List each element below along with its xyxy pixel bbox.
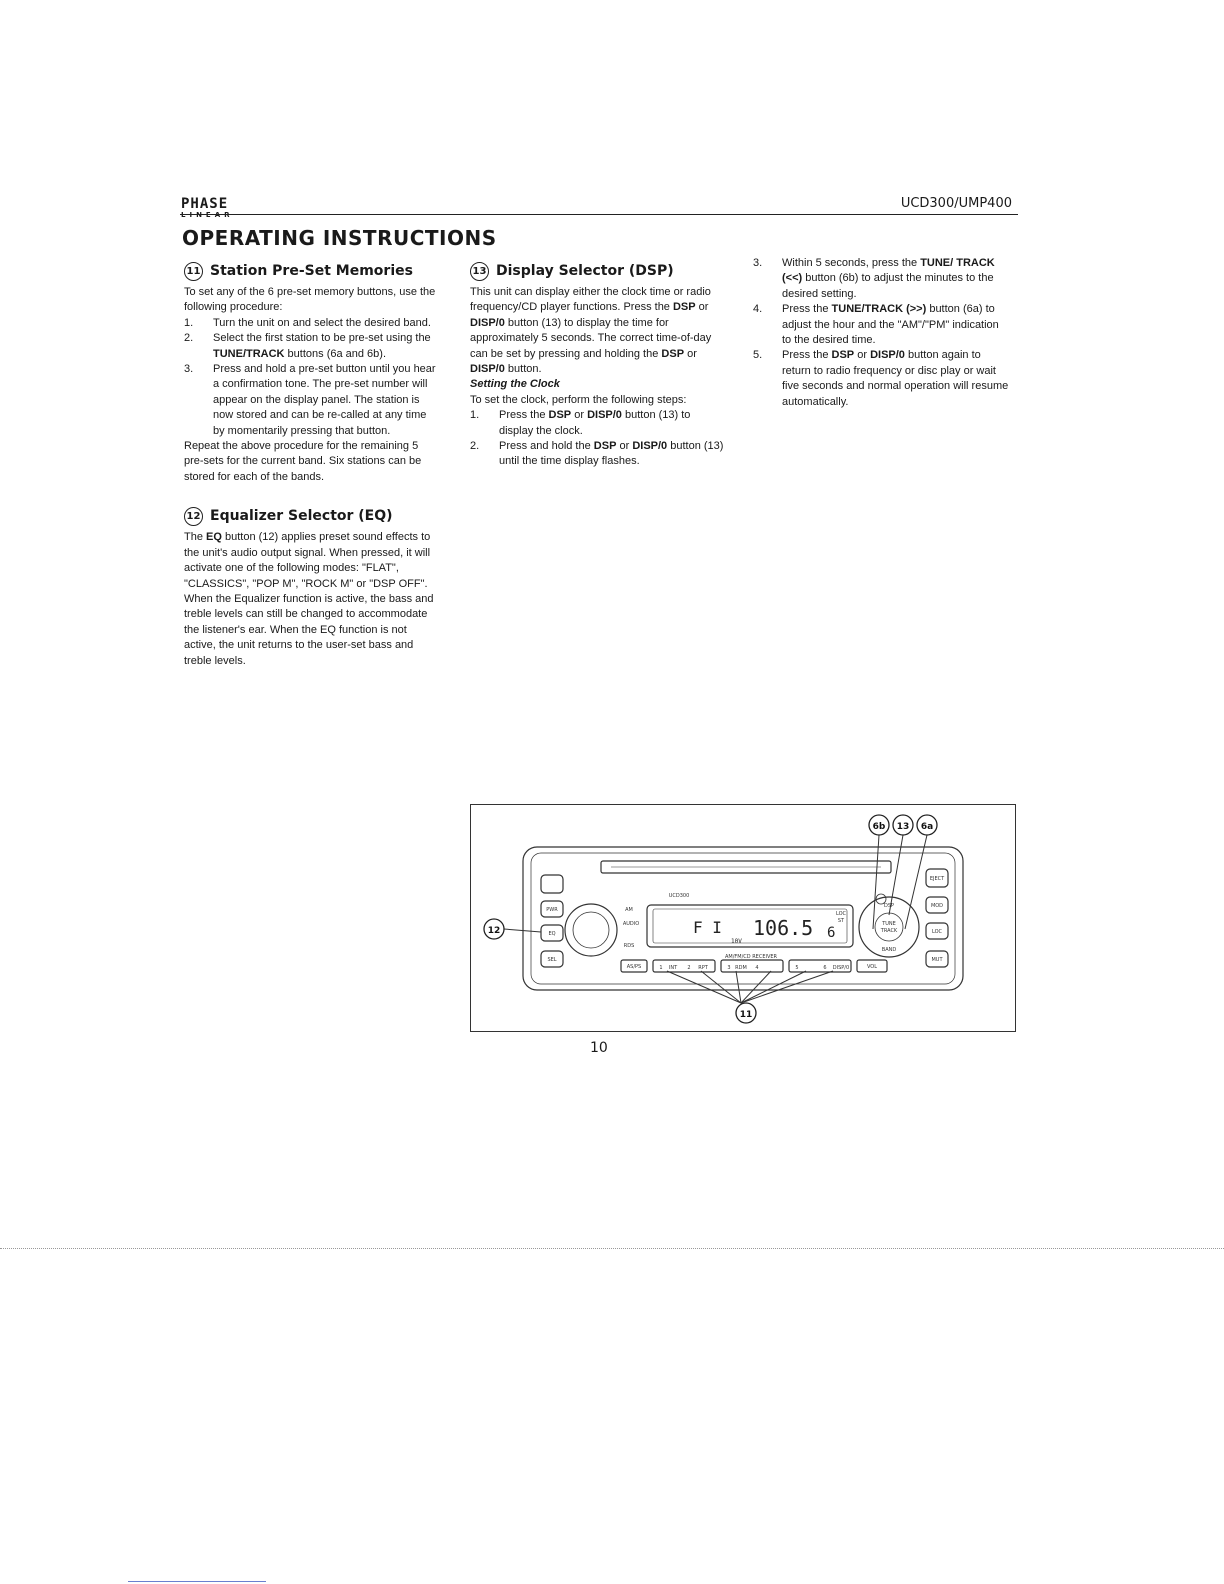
list-item: 1. Press the DSP or DISP/0 button (13) to display the clock. bbox=[470, 409, 691, 437]
label-vol: VOL bbox=[866, 964, 878, 970]
callout-label: 13 bbox=[896, 822, 910, 832]
preset-label-1: INT bbox=[668, 965, 678, 971]
label-dsp: DSP bbox=[883, 903, 895, 909]
clock-steps bbox=[470, 408, 726, 470]
label-band: BAND bbox=[881, 947, 897, 953]
label-loc: LOC bbox=[931, 929, 943, 935]
preset-label-3: RDM bbox=[735, 965, 747, 971]
clock-button bbox=[541, 875, 563, 893]
column-left bbox=[184, 262, 440, 669]
clock-steps-continued bbox=[753, 256, 1011, 410]
callout-number-icon: 12 bbox=[184, 507, 203, 526]
page-title: OPERATING INSTRUCTIONS bbox=[182, 226, 497, 250]
list-item: 3. Within 5 seconds, press the TUNE/ TRACK (<<) button (6b) to adjust the minutes to the desired setting. bbox=[753, 257, 995, 300]
label-eq: EQ bbox=[548, 931, 556, 937]
header-rule bbox=[180, 214, 1018, 215]
list-item: 5. Press the DSP or DISP/0 button again to return to radio frequency or disc play or wait five seconds and normal operation will resume automatically. bbox=[753, 349, 1009, 408]
label-rds: RDS bbox=[623, 943, 635, 949]
faceplate-diagram bbox=[471, 805, 1014, 1030]
label-am: AM bbox=[625, 907, 633, 913]
callout-label: 12 bbox=[487, 926, 501, 936]
list-item: 1. Turn the unit on and select the desired band. bbox=[184, 316, 431, 329]
section-heading-preset bbox=[184, 262, 440, 281]
lcd-band: F I bbox=[693, 918, 722, 937]
label-st: ST bbox=[837, 918, 845, 924]
column-middle bbox=[470, 262, 726, 470]
list-item: 2. Press and hold the DSP or DISP/0 button (13) until the time display flashes. bbox=[470, 440, 724, 468]
list-item: 4. Press the TUNE/TRACK (>>) button (6a) to adjust the hour and the "AM"/"PM" indication to the desired time. bbox=[753, 303, 999, 347]
preset-2: 2 bbox=[687, 965, 691, 971]
lcd-preset: 6 bbox=[827, 925, 836, 941]
section-heading-dsp bbox=[470, 262, 726, 281]
receiver-label: AM/FM/CD RECEIVER bbox=[724, 954, 778, 960]
paragraph: The EQ button (12) applies preset sound effects to the unit's audio output signal. When pressed, it will activate one of the following modes: "FLAT", "CLASSICS", "POP M", "ROCK M" or "DSP OFF". When the Equalizer function is active, the bass and treble levels can still be changed to accommodate the listener's ear. When the EQ function is not active, the unit returns to the user-set bass and treble levels. bbox=[184, 531, 434, 667]
paragraph: To set any of the 6 pre-set memory buttons, use the following procedure: bbox=[184, 286, 436, 314]
column-right bbox=[753, 256, 1011, 410]
list-item: 3. Press and hold a pre-set button until you hear a confirmation tone. The pre-set number will appear on the display panel. The station is now stored and can be re-called at any time by momentarily pressing that button. bbox=[184, 363, 436, 437]
paragraph: This unit can display either the clock time or radio frequency/CD player functions. Press the DSP or DISP/0 button (13) to display the time for approximately 5 seconds. The correct time-of-day can be set by pressing and holding the DSP or DISP/0 button. bbox=[470, 286, 712, 376]
label-track: TRACK bbox=[880, 928, 898, 934]
label-mute: MUT bbox=[931, 957, 943, 963]
label-mode: MOD bbox=[930, 903, 944, 909]
label-tune: TUNE bbox=[882, 921, 896, 927]
preset-1: 1 bbox=[659, 965, 663, 971]
preset-steps bbox=[184, 316, 440, 439]
callout-number-icon: 13 bbox=[470, 262, 489, 281]
faceplate-figure bbox=[470, 804, 1016, 1032]
section-title: Equalizer Selector (EQ) bbox=[210, 508, 393, 525]
callout-label: 11 bbox=[739, 1010, 753, 1020]
paragraph: Repeat the above procedure for the remaining 5 pre-sets for the current band. Six stations can be stored for each of the bands. bbox=[184, 440, 422, 483]
scan-edge-line bbox=[0, 1248, 1224, 1249]
page-number: 10 bbox=[590, 1040, 608, 1056]
model-number: UCD300/UMP400 bbox=[900, 196, 1012, 211]
subheading: Setting the Clock bbox=[470, 378, 560, 391]
preset-label-2: RPT bbox=[698, 965, 708, 971]
label-loc-small: LOC bbox=[835, 911, 847, 917]
section-title: Station Pre-Set Memories bbox=[210, 262, 413, 279]
section-title: Display Selector (DSP) bbox=[496, 262, 674, 279]
paragraph: To set the clock, perform the following steps: bbox=[470, 393, 687, 406]
brand-logo bbox=[181, 197, 261, 221]
callout-number-icon: 11 bbox=[184, 262, 203, 281]
brand-name: PHASE bbox=[181, 196, 229, 212]
section-heading-eq bbox=[184, 507, 440, 526]
preset-label-6: DISP/0 bbox=[832, 965, 850, 971]
callout-label: 6a bbox=[920, 822, 934, 832]
lcd-small: 10V bbox=[731, 938, 742, 945]
label-pwr: PWR bbox=[546, 907, 558, 913]
lcd-display bbox=[647, 905, 853, 947]
preset-3: 3 bbox=[727, 965, 731, 971]
label-audio: AUDIO bbox=[622, 921, 640, 927]
link-underline bbox=[128, 1581, 266, 1582]
label-sel: SEL bbox=[547, 957, 557, 963]
list-item: 2. Select the first station to be pre-set using the TUNE/TRACK buttons (6a and 6b). bbox=[184, 332, 431, 360]
brand-subname: LINEAR bbox=[181, 211, 234, 219]
model-label: UCD300 bbox=[668, 893, 690, 899]
preset-4: 4 bbox=[755, 965, 759, 971]
label-eject: EJECT bbox=[929, 876, 945, 882]
callout-label: 6b bbox=[872, 822, 886, 832]
preset-6: 6 bbox=[823, 965, 827, 971]
preset-5: 5 bbox=[795, 965, 799, 971]
label-as: AS/PS bbox=[626, 964, 642, 970]
lcd-frequency: 106.5 bbox=[753, 916, 814, 940]
